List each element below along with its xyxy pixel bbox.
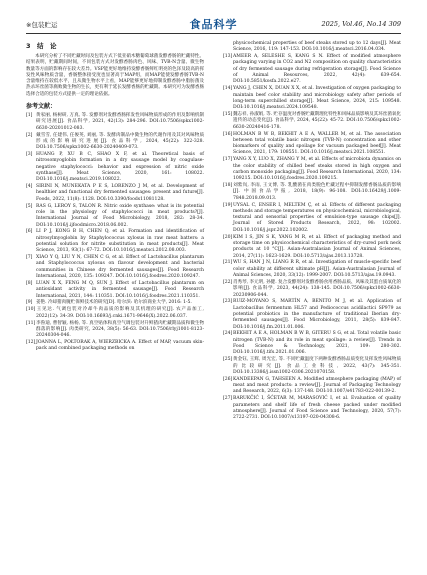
journal-title: 食品科学 — [189, 18, 238, 31]
reference-item — [223, 41, 401, 54]
reference-text: BEKHIT A E A, HOLMAN B W B, GITERU S G, et al. Total volatile basic nitrogen (TVB-N) and its role in meat spoilage: a review[J]. Trends in Food Science & Technology, 2021, 109: 280-302. DOI:10.1016/j.tifs.2021.01.006. — [233, 331, 401, 356]
reference-text: JOANNA L, POŁTORAK A, WIERZBICKA A. Effect of MAP, vacuum skin-pack and combined packaging methods on — [36, 340, 204, 352]
reference-number: [7] — [26, 255, 33, 261]
reference-item — [26, 281, 204, 300]
section-label: ※包装贮运 — [26, 20, 58, 29]
conclusion-heading: 3 结 论 — [26, 42, 57, 50]
issue-info: 2025, Vol.46, No.14 309 — [321, 20, 401, 28]
reference-item — [26, 300, 204, 306]
reference-item — [26, 255, 204, 280]
reference-text: 肖秀琴, 李元明, 孙健. 复合发酵剂对发酵香肠食用香肠品质、风味及其蛋白质氧化的影响[J]. 食品科学, 2023, 44(24): 138-145. DOI:10.7506/spkx1002-6630-20230906-044. — [233, 279, 401, 298]
reference-text: physicochemical properties of beef steaks stored up to 12 days[J]. Meat Science, 2016, 119: 147-153. DOI:10.1016/j.meatsci.2016.04.034. — [233, 41, 401, 53]
reference-item — [26, 321, 204, 340]
reference-item — [223, 54, 401, 85]
reference-item — [26, 340, 204, 353]
reference-text: 魏志祥, 孙淑娟, 等. 贮存温度对香肠贮藏期理化特性和风味品质影响及其环丝菌氧化遗传的动态变化[J]. 食品科学, 2024, 45(22): 45-72. DOI:10.7506/spkx1002-6630-20240416-178. — [233, 112, 401, 130]
reference-number: [15] — [223, 112, 233, 118]
reference-item — [223, 331, 401, 356]
reference-item — [26, 152, 204, 183]
reference-text: HOLMAN B W B, BEKHIT A E A, WALLER M, et al. The association between total volatile basic nitrogen (TVB-N) concentration and other biomarkers of quality and spoilage for vacuum packaged beef[J]. Meat Science, 2021, 179: 108551. DOI:10.1016/j.meatsci.2021.108551. — [233, 131, 401, 156]
reference-number: [1] — [26, 113, 33, 119]
reference-text: YANG J, CHEN X, DUAN X X, et al. Investigation of oxygen packaging to maintain beef color stability and microbiology safety after periods of long-term superchilled storage[J]. Meat Science, 2024, 215: 109548. DOI:10.1016/j.meatsci.2024.109548. — [233, 86, 401, 111]
reference-item — [223, 396, 401, 421]
reference-item — [223, 183, 401, 202]
reference-text: HUANG P, XU B C, SHAO X F, et al. Theoretical basis of nitrosomyoglobin formation in a dry sausage model by coagulase-negative staphylococci: behavior and expression of nitric oxide synthase[J]. Meat Science, 2020, 161: 108022. DOI:10.1016/j.meatsci.2019.108022. — [36, 152, 204, 183]
reference-list-right — [223, 41, 401, 421]
header-rule — [26, 33, 401, 34]
reference-number: [19] — [223, 202, 233, 208]
reference-number: [8] — [26, 280, 33, 286]
reference-text: 黄金钰, 王辉, 周光宏, 等. 不同贮藏温度下两种发酵香肠品质变化及挥发性风味物质的比较研究[J]. 食品工业科技, 2022, 43(7): 345-351. DOI:10.13386/j.issn1002-0306.2021070158. — [233, 357, 401, 375]
reference-text: LI P J, KONG B H, CHEN Q, et al. Formation and identification of nitrosylmyoglobin by Staphylococcus xylosus in raw meat batters: a potential solution for nitrite substitution in meat products[J]. Meat Science, 2013, 93(1): 67-72. DOI:10.1016/j.meatsci.2012.08.003. — [36, 229, 204, 254]
reference-text: KANDEEPAN G, TAHSEEN A. Modified atmosphere packaging (MAP) of meat and meat products: a review[J]. Journal of Packaging Technology and Research, 2022, 6(3): 137-148. DOI:10.1007/s41783-022-00139-2. — [233, 376, 401, 395]
reference-number: [21] — [223, 260, 233, 266]
reference-number: [16] — [223, 131, 233, 137]
reference-item — [223, 280, 401, 299]
reference-number: [3] — [26, 152, 33, 158]
reference-number: [27] — [223, 396, 233, 402]
reference-text: 王见达. 气调包装对冷却牛肉品质的影响及其机理的研究[J]. 农产品加工, 2022(12): 34-39. DOI:10.16693/j.cnki.1671-9646(X).2022.06.037. — [36, 307, 204, 319]
reference-number: [18] — [223, 183, 233, 189]
reference-item — [223, 299, 401, 330]
reference-number: [12] — [26, 340, 36, 345]
reference-text: RAS G, LEROY S, TALON R. Nitric oxide synthase: what is its potential role in the physiology of staphylococci in meat products?[J]. International Journal of Food Microbiology, 2018, 282: 28-34. DOI:10.1016/j.ijfoodmicro.2018.06.002. — [36, 203, 204, 228]
reference-item — [223, 86, 401, 111]
reference-text: 刘紫岚, 李雨, 王文博, 等. 乳酸菌在肉类脱色贮藏过程中抑制发酵香肠品质的影响[J]. 中国食品学报, 2018, 18(9): 96-108. DOI:10.16429/j.1009-7848.2018.09.013. — [233, 183, 401, 201]
conclusion-text: 本研究分析了不同贮藏时间及包装方式下低亚硝木糖葡萄球菌发酵香肠的贮藏特性。结果表明，贮藏期间时间，不同包装方式对发酵香肠肉色、风味、TVB-N含量、微生物数量等方面的影响存在较大差异。VSP能更好地维持发酵香肠鲜红明亮的色泽及较高的挥发性风味物质含量，香肠整体接受度也显著高于MAP组，而MAP能使发酵香肠TVB-N含量维持在较低水平，且从微生物水平上看，MAP能够更好地抑制发酵香肠中脂肪菌及热杀环丝菌等腐败微生物的生长，更有利于延长发酵香肠的贮藏期。本研究可为发酵香肠选择合适的包装方式提供一定的理论依据。 — [26, 54, 204, 97]
reference-number: [23] — [223, 299, 233, 305]
references-title: 参考文献： — [26, 103, 57, 111]
reference-number: [20] — [223, 234, 233, 240]
reference-text: LUAN X X, FENG M Q, SUN J. Effect of Lactobacillus plantarum on antioxidant activity in fermented sausage[J]. Food Research International, 2021, 144: 110351. DOI:10.1016/j.foodres.2021.110351. — [36, 280, 204, 299]
reference-number: [2] — [26, 132, 33, 138]
reference-item — [26, 184, 204, 203]
reference-number: [13] — [223, 54, 233, 60]
reference-number: [6] — [26, 229, 33, 235]
reference-text: SIRINI N, MUNEKATA P E S, LORENZO J M, et al. Development of healthier and functional dry fermented sausages: present and future[J]. Foods, 2022, 11(8): 1128. DOI:10.3390/foods11081128. — [36, 184, 204, 202]
reference-item — [223, 157, 401, 182]
reference-number: [10] — [26, 307, 36, 313]
reference-text: 黄家丽, 杨树研, 万真, 等. 发酵剂对发酵香肠挥发性风味物质形成的作用及影响机制研究进展[J]. 食品科学, 2021, 42(13): 284-296. DOI:10.7506/spkx1002-6630-20201012-083. — [36, 113, 204, 131]
reference-number: [17] — [223, 157, 233, 163]
reference-number: [14] — [223, 86, 233, 92]
reference-item — [26, 204, 204, 229]
running-header — [26, 17, 401, 31]
reference-item — [223, 260, 401, 279]
reference-number: [24] — [223, 331, 233, 337]
reference-list-left — [26, 113, 204, 353]
reference-text: XIAO Y Q, LIU Y N, CHEN C G, et al. Effect of Lactobacillus plantarum and Staphylococcus xylosus on flavour development and bacterial communities in Chinese dry fermented sausages[J]. Food Research International, 2020, 135: 109247. DOI:10.1016/j.foodres.2020.109247. — [36, 255, 204, 280]
reference-item — [223, 377, 401, 396]
reference-number: [25] — [223, 357, 233, 363]
reference-text: WU S, HAN J N, LIANG R R, et al. Investigation of muscle-specific beef color stability at different ultimate pH[J]. Asian-Australasian Journal of Animal Sciences, 2020, 33(12): 1999-2007. DOI:10.5713/ajas.19.0943. — [233, 260, 401, 279]
reference-number: [4] — [26, 184, 33, 190]
reference-text: AMEER A, SELESHE S, KANG S N. Effect of modified atmosphere packaging varying in CO2 and N2 composition on quality characteristics of dry fermented sausage during refrigeration storage[J]. Food Science of Animal Resources, 2022, 42(4): 639-654. DOI:10.5851/kosfa.2022.e27. — [233, 54, 401, 85]
reference-number: [11] — [26, 320, 36, 326]
reference-text: 李鲁迪, 曹智颖, 杨杨, 等. 真空贴体和真空气调包装对升鲜猪肉贮藏期品质和微生物群落的影响[J]. 肉类研究, 2024, 38(5): 56-63. DOI:10.7506/rlyj1001-8123-20240304-046. — [36, 320, 204, 339]
reference-item — [223, 112, 401, 131]
reference-item — [26, 307, 204, 320]
reference-text: UYSAL C, ENSER I, MELTEM Ç, et al. Effects of different packaging methods and storage temperatures on physicochemical, microbiological, textural and sensorial properties of emulsion-type sausage chips[J]. Journal of Stored Products Research, 2022, 98: 102002. DOI:10.1016/j.jspr.2022.102002. — [233, 202, 401, 233]
reference-item — [223, 357, 401, 376]
reference-text: BARUKČIĆ I, ŠĆETAR M, MARASOVIĆ I, et al. Evaluation of quality parameters and shelf life of fresh cheese packed under modified atmosphere[J]. Journal of Food Science and Technology, 2020, 57(7): 2722-2731. DOI:10.1007/s13197-020-04308-6. — [233, 396, 401, 421]
reference-text: RUIZ-MOYANO S, MARTÍN A, BENITO M J, et al. Application of Lactobacillus fermentum HL57 and Pediococcus acidilactici SP979 as potential probiotics in the manufacture of traditional Iberian dry-fermented sausages[J]. Food Microbiology, 2011, 28(5): 839-847. DOI:10.1016/j.fm.2011.01.006. — [233, 299, 401, 330]
reference-item — [26, 229, 204, 254]
reference-number: [22] — [223, 279, 233, 285]
reference-item — [26, 113, 204, 132]
reference-number: [5] — [26, 203, 33, 209]
reference-item — [26, 133, 204, 152]
right-column — [223, 41, 401, 422]
reference-number: [9] — [26, 300, 33, 306]
reference-text: 姜艳. 冷却猪肉腌贮保鲜技术的研究[D]. 哈尔滨: 哈尔滨商业大学, 2016: 1-5. — [36, 300, 192, 306]
reference-text: 戴雪雪, 任建伟, 任俊英, 刘丽, 等. 发酵肉制品中微生物的代谢作用及其对风味物质形成的影响研究进展[J]. 食品科学, 2024, 45(22): 322-328. DOI:10.7506/spkx1002-6630-20240409-073. — [36, 132, 204, 151]
reference-item — [223, 132, 401, 157]
reference-item — [223, 203, 401, 234]
left-column — [26, 41, 204, 353]
reference-text: YANG X Y, LUO X, ZHANG Y M, et al. Effects of microbiota dynamics on the color stability of chilled beef steaks stored in high oxygen and carbon monoxide packaging[J]. Food Research International, 2020, 134: 109215. DOI:10.1016/j.foodres.2020.109215. — [233, 157, 401, 182]
reference-number: [26] — [223, 376, 233, 382]
reference-text: KIM I S, JIN S K, YANG M R, et al. Effect of packaging method and storage time on physicochemical characteristics of dry-cured pork neck products at 10 °C[J]. Asian-Australasian Journal of Animal Sciences, 2014, 27(11): 1623-1629. DOI:10.5713/ajas.2013.13728. — [233, 234, 401, 259]
reference-item — [223, 235, 401, 260]
